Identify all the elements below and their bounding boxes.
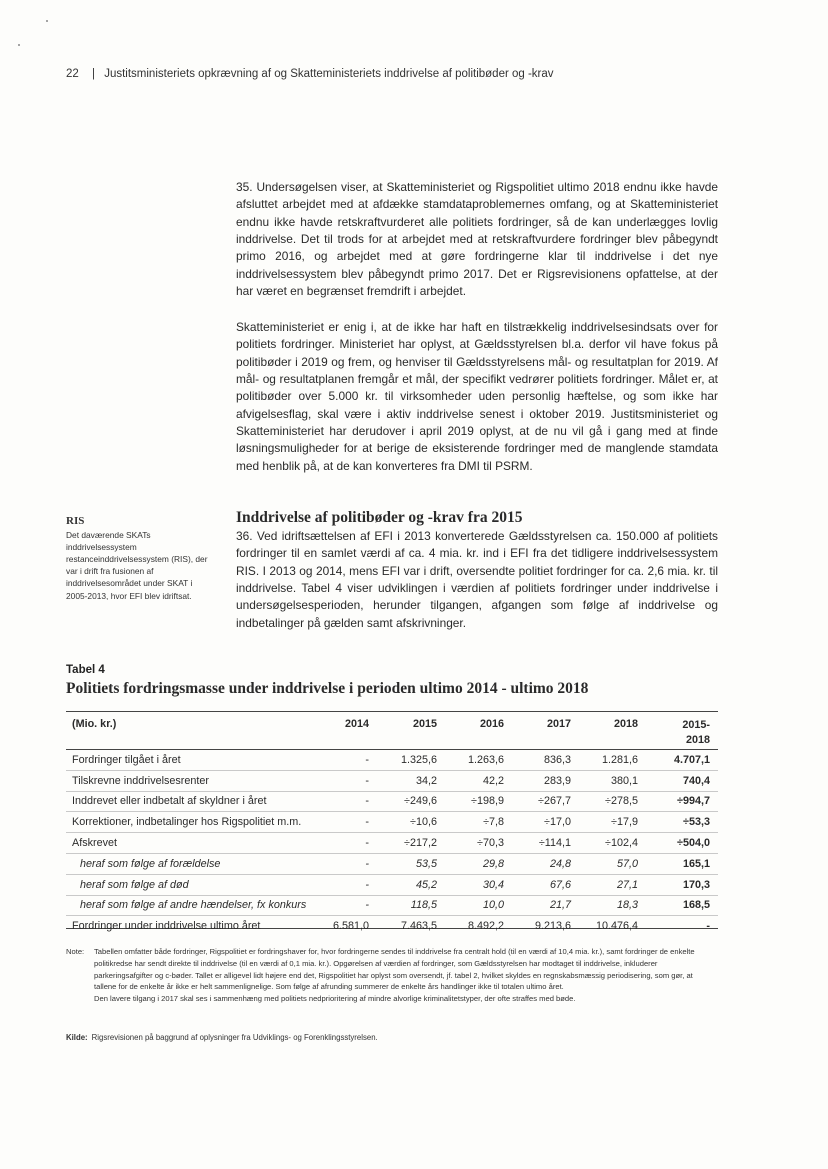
- row-label: Korrektioner, indbetalinger hos Rigspolitiet m.m.: [66, 812, 311, 833]
- row-label: Tilskrevne inddrivelsesrenter: [66, 770, 311, 791]
- table-cell: ÷249,6: [377, 791, 445, 812]
- table-total-cell: 740,4: [646, 770, 718, 791]
- paragraph-36: [236, 528, 718, 632]
- table-cell: 18,3: [579, 895, 646, 916]
- column-header: 2014: [344, 718, 369, 730]
- table-cell: ÷102,4: [579, 833, 646, 854]
- table-total-cell: ÷994,7: [646, 791, 718, 812]
- table-cell: 67,6: [512, 874, 579, 895]
- total-header-line-1: 2015-: [682, 719, 710, 731]
- table-cell: -: [311, 770, 377, 791]
- table-cell: 10,0: [445, 895, 512, 916]
- paragraph-35-text: 35. Undersøgelsen viser, at Skatteministeriet og Rigspolitiet ultimo 2018 endnu ikke havde afsluttet arbejdet med at afdække stamdataproblemernes omfang, og at Skatteministeriet endnu ikke havde retskraftvurderet alle politiets fordringer, så de kan underlægges lovlig inddrivelse. Det til trods for at arbejdet med at retskraftvurdere fordringer blev påbegyndt primo 2016, og arbejdet med at gøre fordringerne klar til inddrivelse i det nye inddrivelsessystem blev påbegyndt primo 2017. Det er Rigsrevisionens opfattelse, at der har været en begrænset fremdrift i arbejdet.: [236, 180, 718, 299]
- table-cell: ÷217,2: [377, 833, 445, 854]
- table-cell: ÷267,7: [512, 791, 579, 812]
- table-cell: 30,4: [445, 874, 512, 895]
- table-total-cell: ÷504,0: [646, 833, 718, 854]
- table-cell: -: [311, 833, 377, 854]
- source-label: Kilde:: [66, 1033, 88, 1042]
- table-cell: 24,8: [512, 853, 579, 874]
- table-cell: 118,5: [377, 895, 445, 916]
- sidebar-definition: [66, 515, 214, 602]
- table-cell: 9.213,6: [534, 920, 571, 933]
- table-row: [66, 791, 718, 812]
- table-cell: 1.325,6: [377, 750, 445, 770]
- row-label: Fordringer tilgået i året: [66, 750, 311, 770]
- header-separator: |: [92, 68, 95, 80]
- table-total-cell: -: [706, 920, 710, 933]
- running-title: Justitsministeriets opkrævning af og Skatteministeriets inddrivelse af politibøder og -krav: [104, 68, 554, 80]
- fordringsmasse-table: [66, 714, 718, 936]
- table-cell: 7.463,5: [400, 920, 437, 933]
- table-cell: 8.492,2: [467, 920, 504, 933]
- table-cell: 10.476,4: [595, 920, 638, 933]
- row-label: Inddrevet eller indbetalt af skyldner i året: [66, 791, 311, 812]
- table-cell: 1.263,6: [445, 750, 512, 770]
- table-row: [66, 833, 718, 854]
- total-header-line-2: 2018: [685, 734, 710, 746]
- table-cell: ÷17,9: [579, 812, 646, 833]
- table-row-sub: [66, 853, 718, 874]
- page-number: 22: [66, 68, 79, 80]
- table-cell: 27,1: [579, 874, 646, 895]
- table-cell: ÷198,9: [445, 791, 512, 812]
- table-row-sub: [66, 895, 718, 916]
- table-label: Tabel 4: [66, 664, 105, 676]
- column-header: 2018: [613, 718, 638, 730]
- table-note: [66, 946, 718, 1005]
- table-cell: 57,0: [579, 853, 646, 874]
- scan-speck: [46, 20, 48, 22]
- table-cell: -: [311, 853, 377, 874]
- table-cell: 836,3: [512, 750, 579, 770]
- source-text: Rigsrevisionen på baggrund af oplysninger fra Udviklings- og Forenklingsstyrelsen.: [91, 1033, 378, 1042]
- table-cell: -: [311, 791, 377, 812]
- table-cell: 6.581,0: [332, 920, 369, 933]
- paragraph-35: [236, 179, 718, 300]
- table-cell: ÷7,8: [445, 812, 512, 833]
- unit-header: (Mio. kr.): [72, 718, 117, 730]
- table-row-sub: [66, 874, 718, 895]
- table-title: Politiets fordringsmasse under inddrivelse i perioden ultimo 2014 - ultimo 2018: [66, 680, 589, 697]
- table-total-cell: 165,1: [646, 853, 718, 874]
- table-cell: 45,2: [377, 874, 445, 895]
- row-label: heraf som følge af død: [66, 874, 311, 895]
- table-cell: 53,5: [377, 853, 445, 874]
- sidebar-title: RIS: [66, 515, 85, 527]
- paragraph-36-text: 36. Ved idriftsættelsen af EFI i 2013 konverterede Gældsstyrelsen ca. 150.000 af politiets fordringer til en samlet værdi af ca. 4 mia. kr. ind i EFI fra det tidligere inddrivelsessystem RIS. I 2013 og 2014, mens EFI var i drift, oversendte politiet fordringer for ca. 2,6 mia. kr. til inddrivelse. Tabel 4 viser udviklingen i værdien af politiets fordringer under inddrivelse i undersøgelsesperioden, herunder tilgangen, afgangen som følge af inddrivelse og indbetalinger på gælden samt afskrivninger.: [236, 529, 718, 630]
- scan-speck: [18, 44, 20, 46]
- table-total-cell: 4.707,1: [646, 750, 718, 770]
- paragraph-skatteministeriet: [236, 319, 718, 475]
- table-cell: -: [311, 895, 377, 916]
- table-cell: 283,9: [512, 770, 579, 791]
- row-label: Fordringer under inddrivelse ultimo året: [72, 920, 261, 933]
- table-source: [66, 1033, 378, 1042]
- table-cell: -: [311, 812, 377, 833]
- table-cell: 29,8: [445, 853, 512, 874]
- table-cell: ÷17,0: [512, 812, 579, 833]
- table-cell: ÷114,1: [512, 833, 579, 854]
- column-header: 2016: [479, 718, 504, 730]
- table-row-total: [66, 916, 718, 936]
- note-text: Tabellen omfatter både fordringer, Rigspolitiet er fordringshaver for, hvor fordringerne sendes til inddrivelse fra centralt hold (til en værdi af 10,4 mia. kr.), samt fordringer de enkelte politikredse har sendt direkte til inddrivelse (til en værdi af 0,1 mia. kr.). Opgørelsen af værdien af fordringer, som Gældsstyrelsen har modtaget til inddrivelse, inkluderer parkeringsafgifter og c-bøder. Tallet er alligevel lidt højere end det, Rigspolitiet har oplyst som oversendt, jf. tabel 2, hvilket skyldes en regnskabsmæssig periodisering, som gør, at tallene for de enkelte år ikke er helt sammenlignelige. Som følge af afrunding summerer de enkelte års handlinger ikke til totalen ultimo året.: [94, 947, 695, 992]
- note-label: Note:: [66, 947, 85, 956]
- table-cell: 42,2: [445, 770, 512, 791]
- table-cell: 380,1: [579, 770, 646, 791]
- column-header: 2015: [412, 718, 437, 730]
- table-total-cell: 170,3: [646, 874, 718, 895]
- sidebar-text: Det daværende SKATs inddrivelsessystem restanceinddrivelsessystem (RIS), der var i drift fra fusionen af inddrivelsesområdet under SKAT i 2005-2013, hvor EFI blev idriftsat.: [66, 530, 208, 601]
- table-cell: 34,2: [377, 770, 445, 791]
- table-cell: -: [311, 874, 377, 895]
- table-cell: -: [311, 750, 377, 770]
- table-cell: ÷70,3: [445, 833, 512, 854]
- table-cell: ÷278,5: [579, 791, 646, 812]
- row-label: heraf som følge af forældelse: [66, 853, 311, 874]
- running-header: [66, 68, 554, 80]
- table-total-cell: 168,5: [646, 895, 718, 916]
- row-label: heraf som følge af andre hændelser, fx konkurs: [66, 895, 311, 916]
- table-cell: 1.281,6: [579, 750, 646, 770]
- column-header: 2017: [546, 718, 571, 730]
- table-row: [66, 750, 718, 770]
- table-cell: ÷10,6: [377, 812, 445, 833]
- paragraph-skatteministeriet-text: Skatteministeriet er enig i, at de ikke har haft en tilstrækkelig inddrivelsesindsats over for politiets fordringer. Ministeriet har oplyst, at Gældsstyrelsen bl.a. derfor vil have fokus på politibøder i 2019 og frem, og henviser til Gældsstyrelsens mål- og resultatplan for 2019. Af mål- og resultatplanen fremgår et mål, der specifikt vedrører politiets fordringer. Målet er, at politibøder over 5.000 kr. til virksomheder uden personlig hæftelse, og som ikke har afvigelsesflag, skal være i aktiv inddrivelse senest i oktober 2019. Justitsministeriet og Skatteministeriet har derudover i april 2019 oplyst, at de nu vil gå i gang med at finde løsningsmuligheder for at berige de eksisterende fordringer med de manglende stamdata med henblik på, at de kan konverteres fra DMI til PSRM.: [236, 320, 718, 473]
- table-header-row: [66, 714, 718, 750]
- column-header-total: [646, 714, 718, 750]
- row-label: Afskrevet: [66, 833, 311, 854]
- section-heading: Inddrivelse af politibøder og -krav fra 2015: [236, 509, 523, 526]
- table-cell: 21,7: [512, 895, 579, 916]
- table-row: [66, 812, 718, 833]
- table-row: [66, 770, 718, 791]
- table-top-rule: [66, 711, 718, 712]
- note-text-2: Den lavere tilgang i 2017 skal ses i sammenhæng med politiets nedprioritering af mindre alvorlige kriminalitetstyper, der ofte straffes med bøde.: [94, 994, 576, 1004]
- table-total-cell: ÷53,3: [646, 812, 718, 833]
